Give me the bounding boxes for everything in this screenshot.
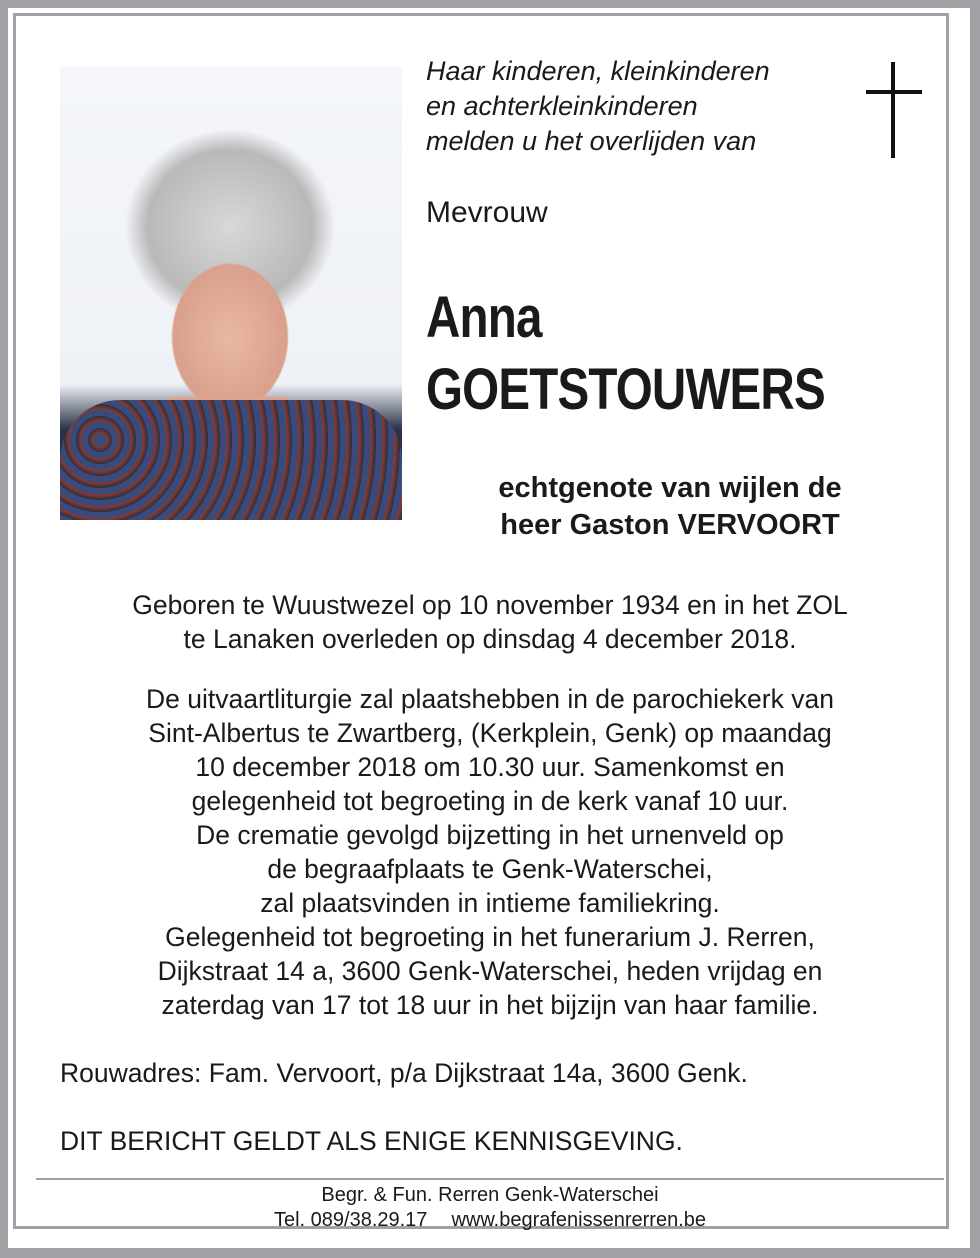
- first-name: Anna: [426, 285, 542, 350]
- text-line: De uitvaartliturgie zal plaatshebben in de parochiekerk van: [146, 684, 834, 714]
- text-line: De crematie gevolgd bijzetting in het urnenveld op: [196, 820, 784, 850]
- phone-number: Tel. 089/38.29.17: [273, 1209, 428, 1231]
- spouse-line: echtgenote van wijlen de: [498, 472, 842, 504]
- cross-icon: [866, 62, 922, 158]
- footer: [40, 1183, 940, 1233]
- text-line: de begraafplaats te Genk-Waterschei,: [267, 854, 713, 884]
- text-line: gelegenheid tot begroeting in de kerk vanaf 10 uur.: [191, 786, 789, 816]
- intro-text: [426, 54, 770, 159]
- text-line: zal plaatsvinden in intieme familiekring.: [260, 888, 720, 918]
- intro-line: en achterkleinkinderen: [426, 91, 698, 121]
- intro-line: Haar kinderen, kleinkinderen: [426, 56, 770, 86]
- text-line: zaterdag van 17 tot 18 uur in het bijzijn van haar familie.: [161, 990, 819, 1020]
- text-line: 10 december 2018 om 10.30 uur. Samenkomst en: [195, 752, 785, 782]
- honorific: Mevrouw: [426, 196, 548, 229]
- funeral-company: Begr. & Fun. Rerren Genk-Waterschei: [321, 1184, 659, 1206]
- website-link[interactable]: www.begrafenissenrerren.be: [451, 1209, 707, 1231]
- intro-line: melden u het overlijden van: [426, 126, 757, 156]
- text-line: te Lanaken overleden op dinsdag 4 december 2018.: [183, 624, 797, 654]
- text-line: Geboren te Wuustwezel op 10 november 1934 en in het ZOL: [132, 590, 848, 620]
- spouse-line: heer Gaston VERVOORT: [500, 509, 840, 541]
- mourning-address: Rouwadres: Fam. Vervoort, p/a Dijkstraat 14a, 3600 Genk.: [60, 1058, 748, 1088]
- spouse-text: [420, 470, 920, 544]
- birth-death-text: [40, 588, 940, 656]
- notice-statement: DIT BERICHT GELDT ALS ENIGE KENNISGEVING.: [60, 1126, 683, 1156]
- last-name: GOETSTOUWERS: [426, 357, 825, 422]
- ceremony-text: [40, 682, 940, 1022]
- deceased-name: [426, 282, 825, 426]
- footer-divider: [36, 1178, 944, 1180]
- text-line: Gelegenheid tot begroeting in het funerarium J. Rerren,: [165, 922, 815, 952]
- text-line: Dijkstraat 14 a, 3600 Genk-Waterschei, heden vrijdag en: [157, 956, 823, 986]
- text-line: Sint-Albertus te Zwartberg, (Kerkplein, Genk) op maandag: [148, 718, 832, 748]
- portrait-photo: [60, 67, 402, 520]
